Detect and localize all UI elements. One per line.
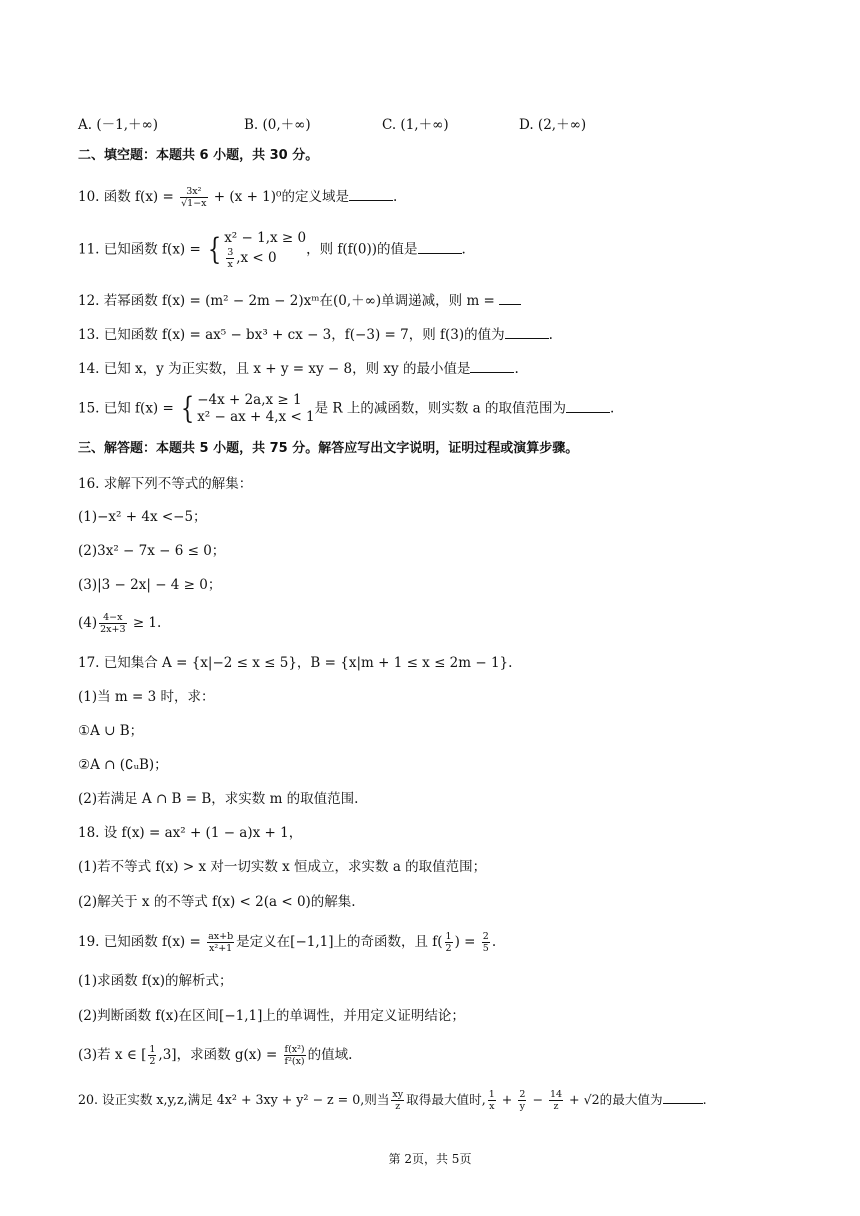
q13-text: 13. 已知函数 f(x) = ax⁵ − bx³ + cx − 3，f(−3) = 7，则 f(3)的值为 [78, 327, 505, 343]
choice-c: C. (1,＋∞) [382, 117, 449, 133]
question-13 [78, 326, 553, 344]
q10-fraction [180, 186, 207, 209]
q11-case-2 [224, 247, 306, 270]
q20-pre: 20. 设正实数 x,y,z,满足 4x² + 3xy + y² − z = 0,则当 [78, 1092, 390, 1107]
choice-b: B. (0,＋∞) [244, 117, 311, 133]
q12-answer-blank [499, 292, 521, 305]
q20-a-fraction [391, 1089, 404, 1112]
choice-a: A. (－1,＋∞) [78, 117, 158, 133]
section-solve-heading: 三、解答题：本题共 5 小题，共 75 分。解答应写出文字说明，证明过程或演算步骤。 [78, 441, 579, 456]
question-15 [78, 392, 614, 426]
q10-text-post: + (x + 1)⁰的定义域是 [209, 189, 349, 205]
q19-h-fraction [445, 931, 453, 954]
q19-p3-fraction [148, 1044, 156, 1067]
q19-h-den: 2 [445, 943, 452, 954]
page-footer: 第 2页，共 5页 [388, 1152, 472, 1166]
q16-part-4 [78, 612, 161, 635]
question-14 [78, 360, 519, 378]
q11-case2-rest: ,x < 0 [236, 250, 277, 266]
q13-answer-blank [505, 326, 549, 339]
q19-f-fraction [207, 931, 234, 954]
q17-stem: 17. 已知集合 A = {x|−2 ≤ x ≤ 5}，B = {x|m + 1 ≤ x ≤ 2m − 1}. [78, 655, 513, 671]
q11-brace: { [207, 232, 222, 267]
q11-text: 11. 已知函数 f(x) = [78, 241, 206, 258]
q20-mid: 取得最大值时, [406, 1092, 486, 1107]
q19-part-1: (1)求函数 f(x)的解析式； [78, 973, 233, 989]
q16-p4-fraction [99, 612, 126, 635]
q13-end: . [548, 327, 553, 343]
q19-p3-mid: ,3]，求函数 g(x) = [158, 1047, 282, 1063]
q14-answer-blank [470, 360, 514, 373]
q10-answer-blank [349, 188, 393, 201]
q12-text: 12. 若幂函数 f(x) = (m² − 2m − 2)xᵐ在(0,＋∞)单调递减，则 m = [78, 293, 500, 309]
q17-sub-2: ②A ∩ (∁ᵤB)； [78, 757, 168, 773]
q19-v-den: 5 [482, 943, 489, 954]
q19-f-den: x²+1 [209, 943, 233, 954]
section-fill-in-heading: 二、填空题：本题共 6 小题，共 30 分。 [78, 148, 319, 163]
q16-stem: 16. 求解下列不等式的解集： [78, 476, 253, 492]
q11-cases [224, 230, 306, 270]
q20-c-den: y [519, 1101, 526, 1112]
q16-part-3: (3)|3 − 2x| − 4 ≥ 0； [78, 577, 222, 593]
q20-a-den: z [395, 1101, 401, 1112]
q15-answer-blank [566, 400, 610, 413]
q10-frac-den: √1−x [181, 198, 207, 209]
q17-sub-1: ①A ∪ B； [78, 723, 144, 739]
q20-d-num: 14 [549, 1089, 563, 1100]
q19-p3-post: 的值域. [307, 1047, 353, 1063]
q11-answer-blank [418, 241, 462, 254]
q17-part-1: (1)当 m = 3 时，求： [78, 689, 215, 705]
q19-v-fraction [482, 931, 490, 954]
q20-d-den: z [553, 1101, 559, 1112]
question-20 [78, 1089, 707, 1112]
q19-part-3 [78, 1044, 352, 1067]
q16-part-1: (1)−x² + 4x <−5； [78, 509, 207, 525]
q15-text: 15. 已知 f(x) = [78, 400, 179, 417]
q17-part-2: (2)若满足 A ∩ B = B，求实数 m 的取值范围. [78, 791, 359, 807]
q19-p3-pre: (3)若 x ∈ [ [78, 1047, 147, 1063]
q20-answer-blank [663, 1091, 703, 1104]
q20-d-fraction [549, 1089, 563, 1112]
q15-brace: { [180, 391, 195, 426]
q19-pre: 19. 已知函数 f(x) = [78, 934, 206, 950]
q20-b-den: x [489, 1101, 495, 1112]
q19-mid: 是定义在[−1,1]上的奇函数，且 f( [236, 934, 443, 950]
q18-stem: 18. 设 f(x) = ax² + (1 − a)x + 1， [78, 825, 303, 841]
q19-part-2: (2)判断函数 f(x)在区间[−1,1]上的单调性，并用定义证明结论； [78, 1008, 465, 1024]
q10-end: . [392, 189, 398, 205]
q20-plus: + [497, 1092, 517, 1107]
question-12 [78, 292, 521, 310]
question-10 [78, 186, 397, 209]
q19-f-num: ax+b [208, 931, 234, 942]
q15-case-1: −4x + 2a,x ≥ 1 [197, 392, 302, 408]
q20-minus: − [528, 1092, 547, 1107]
q19-p3-num: 1 [149, 1044, 156, 1055]
q18-part-2: (2)解关于 x 的不等式 f(x) < 2(a < 0)的解集. [78, 894, 356, 910]
q15-text-post: 是 R 上的减函数，则实数 a 的取值范围为 [314, 400, 567, 417]
q20-c-fraction [518, 1089, 526, 1112]
q19-stem [78, 931, 496, 954]
q19-h-num: 1 [445, 931, 452, 942]
q19-eq: ) = [454, 934, 480, 950]
choice-d: D. (2,＋∞) [519, 117, 587, 133]
q11-case2-num: 3 [227, 247, 234, 258]
q19-v-num: 2 [482, 931, 489, 942]
q20-end: . [702, 1092, 707, 1107]
q16-p4-pre: (4) [78, 615, 98, 631]
q20-b-num: 1 [488, 1089, 495, 1100]
q11-case2-fraction [226, 247, 234, 270]
question-11 [78, 230, 466, 270]
q16-p4-num: 4−x [99, 612, 126, 624]
q18-part-1: (1)若不等式 f(x) > x 对一切实数 x 恒成立，求实数 a 的取值范围； [78, 859, 487, 875]
q16-p4-post: ≥ 1. [128, 615, 162, 631]
q19-g-num: f(x²) [284, 1044, 305, 1055]
q20-b-fraction [488, 1089, 496, 1112]
q20-c-num: 2 [519, 1089, 526, 1100]
q20-tail: + √2的最大值为 [565, 1092, 663, 1107]
q10-text: 10. 函数 f(x) = [78, 189, 179, 205]
q19-p3-den: 2 [149, 1056, 156, 1067]
q15-cases [197, 392, 314, 426]
q14-text: 14. 已知 x，y 为正实数，且 x + y = xy − 8，则 xy 的最小值是 [78, 361, 471, 377]
q15-case-2: x² − ax + 4,x < 1 [197, 409, 315, 425]
q19-g-fraction [284, 1044, 306, 1067]
q19-g-den: f²(x) [284, 1056, 305, 1067]
q11-case2-den: x [227, 259, 233, 270]
q16-part-2: (2)3x² − 7x − 6 ≤ 0； [78, 543, 226, 559]
q19-end: . [491, 934, 497, 950]
q11-case-1: x² − 1,x ≥ 0 [224, 230, 307, 246]
q20-a-num: xy [392, 1089, 404, 1100]
q15-end: . [610, 400, 615, 417]
q14-end: . [514, 361, 519, 377]
q11-text-post: ，则 f(f(0))的值是 [306, 241, 418, 258]
q10-frac-num: 3x² [180, 186, 207, 198]
q11-end: . [461, 241, 466, 258]
q16-p4-den: 2x+3 [100, 624, 126, 635]
